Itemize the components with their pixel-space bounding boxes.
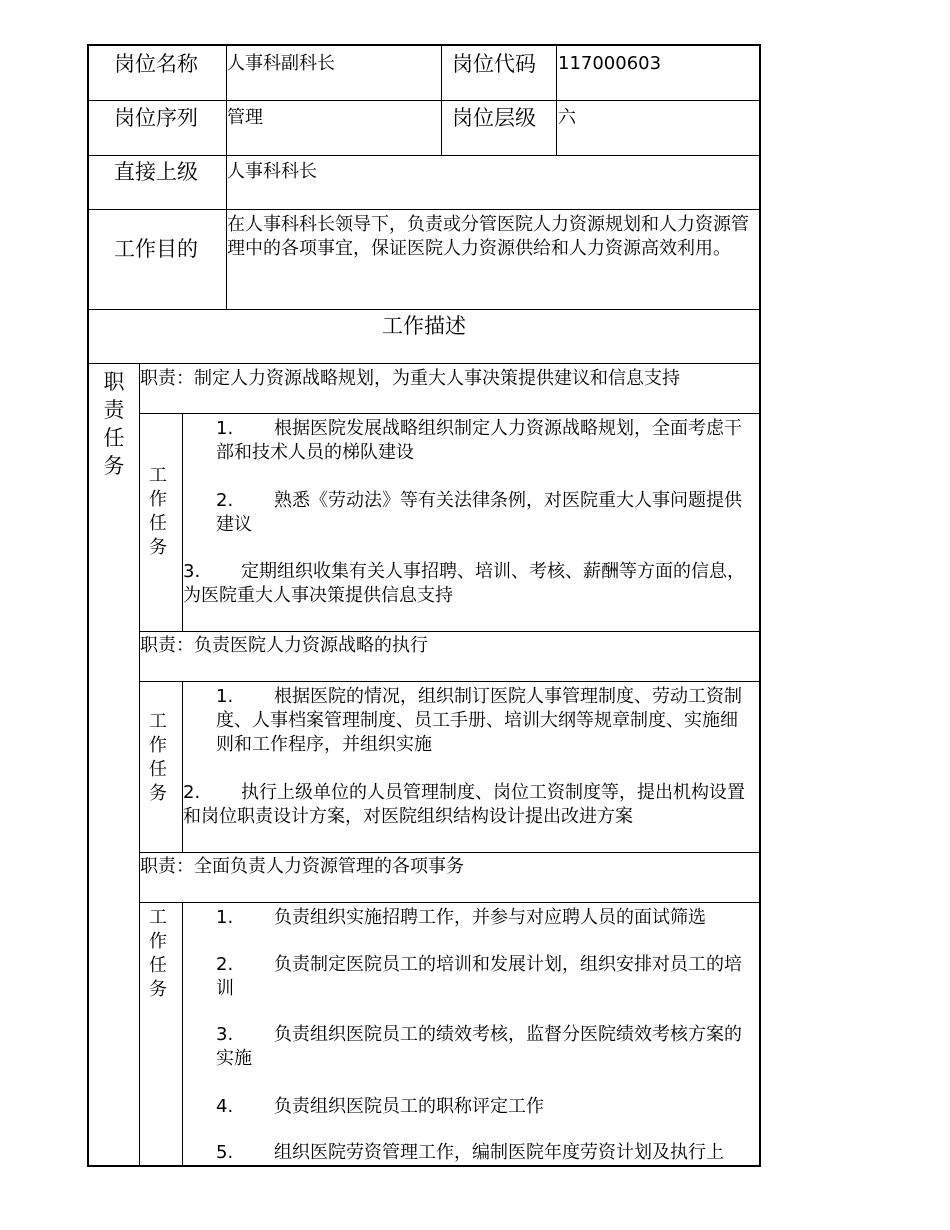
purpose-value: 在人事科科长领导下，负责或分管医院人力资源规划和人力资源管理中的各项事宜，保证医院人力资源供给和人力资源高效利用。	[227, 214, 749, 259]
duty-title: 职责：全面负责人力资源管理的各项事务	[140, 856, 464, 877]
task-item: 1. 负责组织实施招聘工作，并参与对应聘人员的面试筛选	[216, 907, 706, 928]
task-item: 1. 根据医院的情况，组织制订医院人事管理制度、劳动工资制度、人事档案管理制度、员工手册、培训大纲等规章制度、实施细则和工作程序，并组织实施	[216, 686, 742, 755]
task-label: 工作任务	[149, 907, 167, 1000]
sequence-label: 岗位序列	[114, 106, 198, 130]
task-item: 3. 负责组织医院员工的绩效考核，监督分医院绩效考核方案的实施	[216, 1024, 742, 1069]
supervisor-label: 直接上级	[114, 160, 198, 184]
position-name-value: 人事科副科长	[227, 53, 335, 74]
task-label: 工作任务	[149, 465, 167, 558]
position-name-label: 岗位名称	[114, 52, 198, 76]
task-item: 1. 根据医院发展战略组织制定人力资源战略规划，全面考虑干部和技术人员的梯队建设	[216, 418, 742, 463]
purpose-label: 工作目的	[114, 237, 198, 261]
duty-section-label: 职责任务	[103, 370, 125, 478]
duty-title: 职责：制定人力资源战略规划，为重大人事决策提供建议和信息支持	[140, 368, 680, 389]
task-item: 3. 定期组织收集有关人事招聘、培训、考核、薪酬等方面的信息，为医院重大人事决策提供信息支持	[183, 561, 745, 606]
level-label: 岗位层级	[452, 106, 536, 130]
duty-title: 职责：负责医院人力资源战略的执行	[140, 635, 428, 656]
task-item: 2. 负责制定医院员工的培训和发展计划，组织安排对员工的培训	[216, 954, 742, 999]
task-item: 2. 执行上级单位的人员管理制度、岗位工资制度等，提出机构设置和岗位职责设计方案，对医院组织结构设计提出改进方案	[183, 782, 745, 827]
sequence-value: 管理	[227, 107, 263, 128]
task-item: 4. 负责组织医院员工的职称评定工作	[216, 1096, 544, 1117]
section-title: 工作描述	[382, 314, 466, 338]
supervisor-value: 人事科科长	[227, 161, 317, 182]
task-item: 5. 组织医院劳资管理工作，编制医院年度劳资计划及执行上	[216, 1142, 724, 1163]
position-code-value: 117000603	[558, 53, 662, 74]
task-label: 工作任务	[149, 711, 167, 804]
position-code-label: 岗位代码	[452, 52, 536, 76]
level-value: 六	[558, 107, 576, 128]
task-item: 2. 熟悉《劳动法》等有关法律条例，对医院重大人事问题提供建议	[216, 490, 742, 535]
